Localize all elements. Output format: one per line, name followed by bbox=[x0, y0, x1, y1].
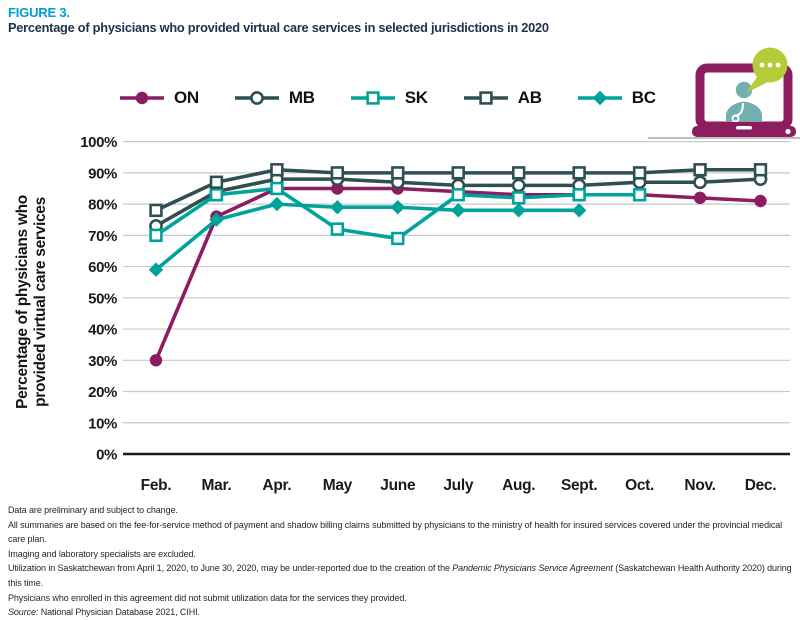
y-tick-label: 20% bbox=[88, 384, 117, 402]
legend-label: BC bbox=[631, 88, 656, 107]
laptop-base-notch bbox=[736, 126, 752, 130]
x-tick-label: Apr. bbox=[262, 477, 292, 494]
x-tick-label: June bbox=[380, 477, 416, 494]
x-tick-label: July bbox=[443, 477, 474, 494]
footnote-line: All summaries are based on the fee-for-service method of payment and shadow billing claims submitted by physicians to the ministry of health for insured services covered under the provincial medical care plan. bbox=[8, 519, 783, 545]
x-tick-label: Oct. bbox=[625, 477, 655, 494]
x-tick-label: Mar. bbox=[201, 477, 232, 494]
y-tick-label: 90% bbox=[88, 165, 117, 183]
y-tick-label: 80% bbox=[88, 196, 117, 214]
bubble-dot bbox=[768, 63, 773, 68]
footnote-line: Imaging and laboratory specialists are excluded. bbox=[8, 548, 196, 559]
y-tick-label: 10% bbox=[88, 415, 117, 433]
y-tick-label: 0% bbox=[96, 446, 117, 464]
y-tick-label: 100% bbox=[80, 134, 117, 152]
figure-label: FIGURE 3. bbox=[8, 5, 70, 20]
bubble-dot bbox=[776, 63, 781, 68]
y-axis-label-line1: Percentage of physicians who bbox=[14, 195, 31, 409]
x-tick-label: Nov. bbox=[684, 477, 716, 494]
series-BC bbox=[149, 197, 587, 277]
x-tick-label: Feb. bbox=[140, 477, 172, 494]
x-tick-label: May bbox=[322, 477, 352, 494]
laptop-base-dot bbox=[785, 129, 790, 134]
y-tick-label: 60% bbox=[88, 259, 117, 277]
legend-label: MB bbox=[288, 88, 315, 107]
x-tick-label: Aug. bbox=[502, 477, 536, 494]
y-axis-label-line2: provided virtual care services bbox=[32, 197, 49, 407]
footnote-line: Physicians who enrolled in this agreement did not submit utilization data for the services they provided. bbox=[8, 592, 407, 603]
y-tick-label: 70% bbox=[88, 227, 117, 245]
y-tick-label: 50% bbox=[88, 290, 117, 308]
y-tick-label: 40% bbox=[88, 321, 117, 339]
x-tick-label: Dec. bbox=[744, 477, 777, 494]
x-tick-label: Sept. bbox=[560, 477, 598, 494]
bubble-dot bbox=[760, 63, 765, 68]
legend-label: ON bbox=[174, 88, 199, 107]
y-tick-label: 30% bbox=[88, 352, 117, 370]
footnotes bbox=[8, 503, 798, 620]
legend-label: SK bbox=[404, 88, 428, 107]
figure-title: Percentage of physicians who provided virtual care services in selected jurisdictions in 2020 bbox=[8, 20, 549, 35]
footnote-line: Utilization in Saskatchewan from April 1, 2020, to June 30, 2020, may be under-reported due to the creation of the Pandemic Physicians Service Agreement (Saskatchewan Health Authority 2020) during this time. bbox=[8, 563, 792, 588]
footnote-line: Source: National Physician Database 2021, CIHI. bbox=[8, 607, 200, 618]
footnote-line: Data are preliminary and subject to change. bbox=[8, 505, 178, 515]
telehealth-laptop-illustration bbox=[640, 38, 800, 146]
legend-label: AB bbox=[517, 88, 542, 107]
